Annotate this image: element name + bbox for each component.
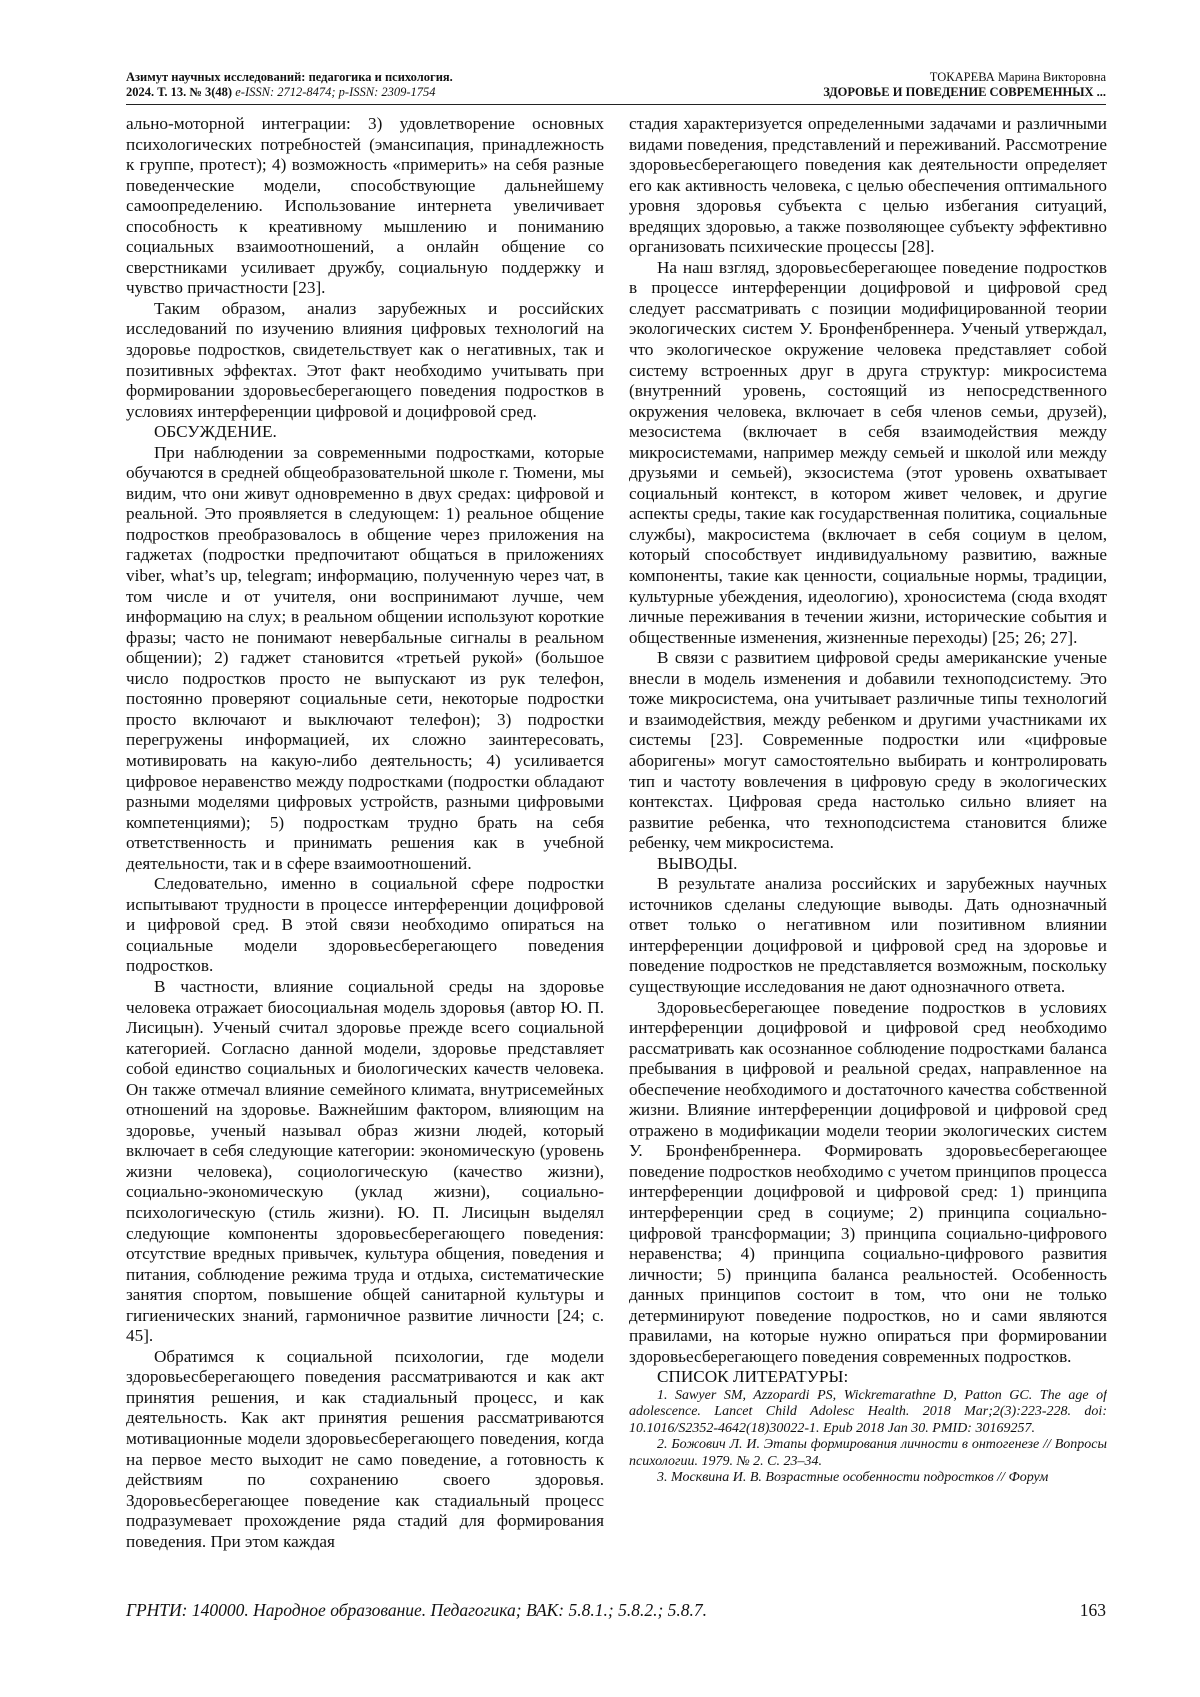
footer-classification: ГРНТИ: 140000. Народное образование. Педагогика; ВАК: 5.8.1.; 5.8.2.; 5.8.7. <box>126 1600 708 1620</box>
paragraph: Обратимся к социальной психологии, где модели здоровьесберегающего поведения рассматриваются и как акт принятия решения, и как стадиальный процесс, и как деятельность. Как акт принятия решения рассматриваются мотивационные модели здоровьесберегающего поведения, когда на первое место выходит не само поведение, а готовность к действиям по сохранению своего здоровья. Здоровьесберегающее поведение как стадиальный процесс подразумевает прохождение ряда стадий для формирования поведения. При этом каждая <box>126 1346 604 1551</box>
paragraph: На наш взгляд, здоровьесберегающее поведение подростков в процессе интерференции доцифровой и цифровой сред следует рассматривать с позиции модифицированной теории экологических систем У. Бронфенбреннера. Ученый утверждал, что экологическое окружение человека представляет собой систему встроенных друг в друга структур: микросистема (внутренний уровень, состоящий из непосредственного окружения человека, включает в себя членов семьи, друзей), мезосистема (включает в себя взаимодействия между микросистемами, например между семьей и школой или между друзьями и семьей), экзосистема (этот уровень охватывает социальный контекст, в котором живет человек, и другие аспекты среды, такие как государственная политика, социальные службы), макросистема (включает в себя социум в целом, который способствует индивидуальному развитию, важные компоненты, такие как ценности, социальные нормы, традиции, культурные убеждения, идеологию), хроносистема (сюда входят личные переживания в течении жизни, исторические события и общественные изменения, жизненные переходы) [25; 26; 27]. <box>629 257 1107 647</box>
paragraph: стадия характеризуется определенными задачами и различными видами поведения, представлений и переживаний. Рассмотрение здоровьесберегающего поведения как деятельности определяет его как активность человека, с целью обеспечения оптимального уровня здоровья субъекта с целью избегания ситуаций, вредящих здоровью, а также позволяющее субъекту эффективно организовать психические процессы [28]. <box>629 114 1107 257</box>
page-header <box>126 70 1106 105</box>
paragraph: В частности, влияние социальной среды на здоровье человека отражает биосоциальная модель здоровья (автор Ю. П. Лисицын). Ученый считал здоровье прежде всего социальной категорией. Согласно данной модели, здоровье представляет собой единство социальных и биологических качеств человека. Он также отмечал влияние семейного климата, внутрисемейных отношений на здоровье. Важнейшим фактором, влияющим на здоровье, ученый называл образ жизни людей, который включает в себя следующие категории: экономическую (уровень жизни человека), социологическую (качество жизни), социально-экономическую (уклад жизни), социально-психологическую (стиль жизни). Ю. П. Лисицын выделял следующие компоненты здоровьесберегающего поведения: отсутствие вредных привычек, культура общения, поведения и питания, соблюдение режима труда и отдыха, систематические занятия спортом, повышение общей санитарной культуры и гигиенических знаний, гармоничное развитие личности [24; с. 45]. <box>126 976 604 1346</box>
paragraph: Здоровьесберегающее поведение подростков в условиях интерференции доцифровой и цифровой сред необходимо рассматривать как осознанное соблюдение подростками баланса пребывания в цифровой и реальной средах, направленное на обеспечение необходимого и достаточного качества собственной жизни. Влияние интерференции доцифровой и цифровой сред отражено в модификации модели теории экологических систем У. Бронфенбреннера. Формировать здоровьесберегающее поведение подростков необходимо с учетом принципов процесса интерференции доцифровой и цифровой сред: 1) принципа интерференции сред в социуме; 2) принципа социально-цифровой трансформации; 3) принципа социально-цифрового неравенства; 4) принципа социально-цифрового развития личности; 5) принципа баланса реальностей. Особенность данных принципов состоит в том, что они не только детерминируют поведение подростков, но и сами являются правилами, на которые нужно опираться при формировании здоровьесберегающего поведения современных подростков. <box>629 997 1107 1366</box>
journal-issn: e-ISSN: 2712-8474; p-ISSN: 2309-1754 <box>235 85 436 99</box>
paragraph: ально-моторной интеграции: 3) удовлетворение основных психологических потребностей (эмансипация, принадлежность к группе, протест); 4) возможность «примерить» на себя разные поведенческие модели, способствующие дальнейшему самоопределению. Использование интернета увеличивает способность к креативному мышлению и пониманию социальных взаимоотношений, а онлайн общение со сверстниками усиливает дружбу, социальную поддержку и чувство причастности [23]. <box>126 114 604 298</box>
right-column <box>629 114 1107 1574</box>
reference-item: 3. Москвина И. В. Возрастные особенности подростков // Форум <box>657 1470 1049 1486</box>
article-running-title: ЗДОРОВЬЕ И ПОВЕДЕНИЕ СОВРЕМЕННЫХ ... <box>823 85 1106 99</box>
paragraph: Таким образом, анализ зарубежных и российских исследований по изучению влияния цифровых технологий на здоровье подростков, свидетельствует как о негативных, так и позитивных эффектах. Этот факт необходимо учитывать при формировании здоровьесберегающего поведения подростков в условиях интерференции цифровой и доцифровой сред. <box>126 298 604 421</box>
paragraph: При наблюдении за современными подростками, которые обучаются в средней общеобразовательной школе г. Тюмени, мы видим, что они живут одновременно в двух средах: цифровой и реальной. Это проявляется в следующем: 1) реальное общение подростков преобразовалось в общение через приложения на гаджетах (подростки предпочитают общаться в приложениях viber, what’s up, telegram; информацию, полученную через чат, в том числе и от учителя, они воспринимают лучше, чем информацию на слух; в реальном общении используют короткие фразы; часто не понимают невербальные сигналы в реальном общении); 2) гаджет становится «третьей рукой» (большое число подростков просто не выпускают из рук телефон, постоянно проверяют социальные сети, некоторые подростки просто включают и выключают телефон); 3) подростки перегружены информацией, их сложно заинтересовать, мотивировать на какую-либо деятельность; 4) усиливается цифровое неравенство между подростками (подростки обладают разными моделями цифровых устройств, разными цифровыми компетенциями); 5) подросткам трудно брать на себя ответственность и принимать решения как в учебной деятельности, так и в сфере взаимоотношений. <box>126 442 604 873</box>
journal-issue: 2024. Т. 13. № 3(48) <box>126 85 233 99</box>
journal-info <box>126 70 453 100</box>
section-heading-discussion: ОБСУЖДЕНИЕ. <box>154 422 277 442</box>
paragraph: В связи с развитием цифровой среды американские ученые внесли в модель изменения и добавили техноподсистему. Это тоже микросистема, она учитывает различные типы технологий и взаимодействия, между ребенком и другими участниками их системы [23]. Современные подростки или «цифровые аборигены» могут самостоятельно выбирать и контролировать тип и частоту вовлечения в цифровую среду в экологических контекстах. Цифровая среда настолько сильно влияет на развитие ребенка, что техноподсистема становится ближе ребенку, чем микросистема. <box>629 648 1107 853</box>
article-author: ТОКАРЕВА Марина Викторовна <box>929 70 1106 84</box>
reference-item: 2. Божович Л. И. Этапы формирования личности в онтогенезе // Вопросы психологии. 1979. № 2. С. 23–34. <box>629 1437 1107 1469</box>
journal-title: Азимут научных исследований: педагогика и психология. <box>126 70 453 84</box>
article-info <box>823 70 1106 100</box>
paragraph: В результате анализа российских и зарубежных научных источников сделаны следующие выводы. Дать однозначный ответ только о негативном или позитивном влиянии интерференции доцифровой и цифровой сред на здоровье и поведение подростков не представляется возможным, поскольку существующие исследования не дают однозначного ответа. <box>629 874 1107 996</box>
reference-item: 1. Sawyer SM, Azzopardi PS, Wickremarathne D, Patton GC. The age of adolescence. Lancet Child Adolesc Health. 2018 Mar;2(3):223-228. doi: 10.1016/S2352-4642(18)30022-1. Epub 2018 Jan 30. PMID: 30169257. <box>629 1387 1107 1436</box>
references-heading: СПИСОК ЛИТЕРАТУРЫ: <box>657 1367 849 1387</box>
page-footer <box>126 1600 1106 1624</box>
section-heading-conclusions: ВЫВОДЫ. <box>657 853 738 873</box>
left-column <box>126 114 604 1574</box>
paragraph: Следовательно, именно в социальной сфере подростки испытывают трудности в процессе интерференции доцифровой и цифровой сред. В этой связи необходимо опираться на социальные модели здоровьесберегающего поведения подростков. <box>126 874 604 976</box>
page-number: 163 <box>1079 1600 1106 1620</box>
